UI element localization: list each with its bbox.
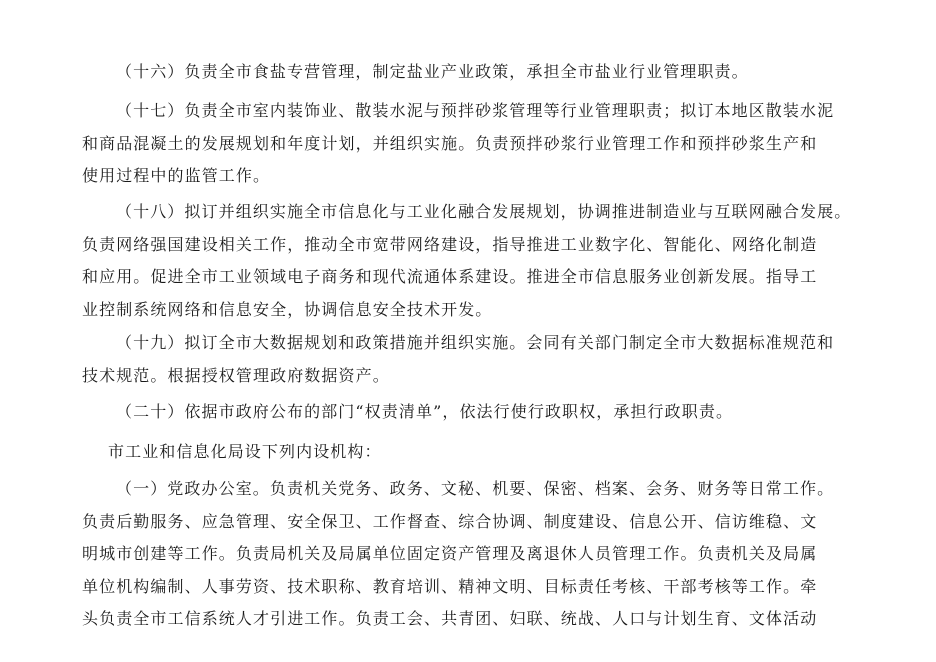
paragraph-responsibility-list [82,396,872,429]
text-line: 负责网络强国建设相关工作，推动全市宽带网络建设，指导推进工业数字化、智能化、网络化制造 [82,234,818,254]
text-line: （十九）拟订全市大数据规划和政策措施并组织实施。会同有关部门制定全市大数据标准规范和 [116,333,835,352]
paragraph-party-office [82,473,872,636]
text-line: （十六）负责全市食盐专营管理，制定盐业产业政策，承担全市盐业行业管理职责。 [116,62,749,81]
text-line: 业控制系统网络和信息安全，协调信息安全技术开发。 [82,299,493,319]
text-line: 单位机构编制、人事劳资、技术职称、教育培训、精神文明、目标责任考核、干部考核等工作。牵 [82,576,818,596]
paragraph-building-materials [82,95,872,193]
text-line: 头负责全市工信系统人才引进工作。负责工会、共青团、妇联、统战、人口与计划生育、文体活动 [82,609,818,628]
text-line: 负责后勤服务、应急管理、安全保卫、工作督查、综合协调、制度建设、信息公开、信访维稳、文 [82,511,818,531]
text-line: 明城市创建等工作。负责局机关及局属单位固定资产管理及离退休人员管理工作。负责机关及局属 [82,544,818,563]
text-line: 和商品混凝土的发展规划和年度计划，并组织实施。负责预拌砂浆行业管理工作和预拌砂浆生产和 [82,133,818,153]
text-line: （十八）拟订并组织实施全市信息化与工业化融合发展规划，协调推进制造业与互联网融合发展。 [116,202,852,221]
paragraph-big-data [82,327,872,392]
text-line: 市工业和信息化局设下列内设机构： [108,442,382,461]
text-line: 使用过程中的监管工作。 [82,166,271,185]
text-line: 和应用。促进全市工业领域电子商务和现代流通体系建设。推进全市信息服务业创新发展。指导工 [82,267,818,286]
text-line: （十七）负责全市室内装饰业、散装水泥与预拌砂浆管理等行业管理职责；拟订本地区散装水泥 [116,101,835,120]
text-line: （二十）依据市政府公布的部门“权责清单”，依法行使行政职权，承担行政职责。 [116,402,734,421]
text-line: （一）党政办公室。负责机关党务、政务、文秘、机要、保密、档案、会务、财务等日常工作。 [116,479,835,498]
paragraph-internal-bodies-heading [82,436,872,469]
paragraph-informatization [82,196,872,326]
paragraph-salt-management [82,56,872,89]
text-line: 技术规范。根据授权管理政府数据资产。 [82,365,390,385]
